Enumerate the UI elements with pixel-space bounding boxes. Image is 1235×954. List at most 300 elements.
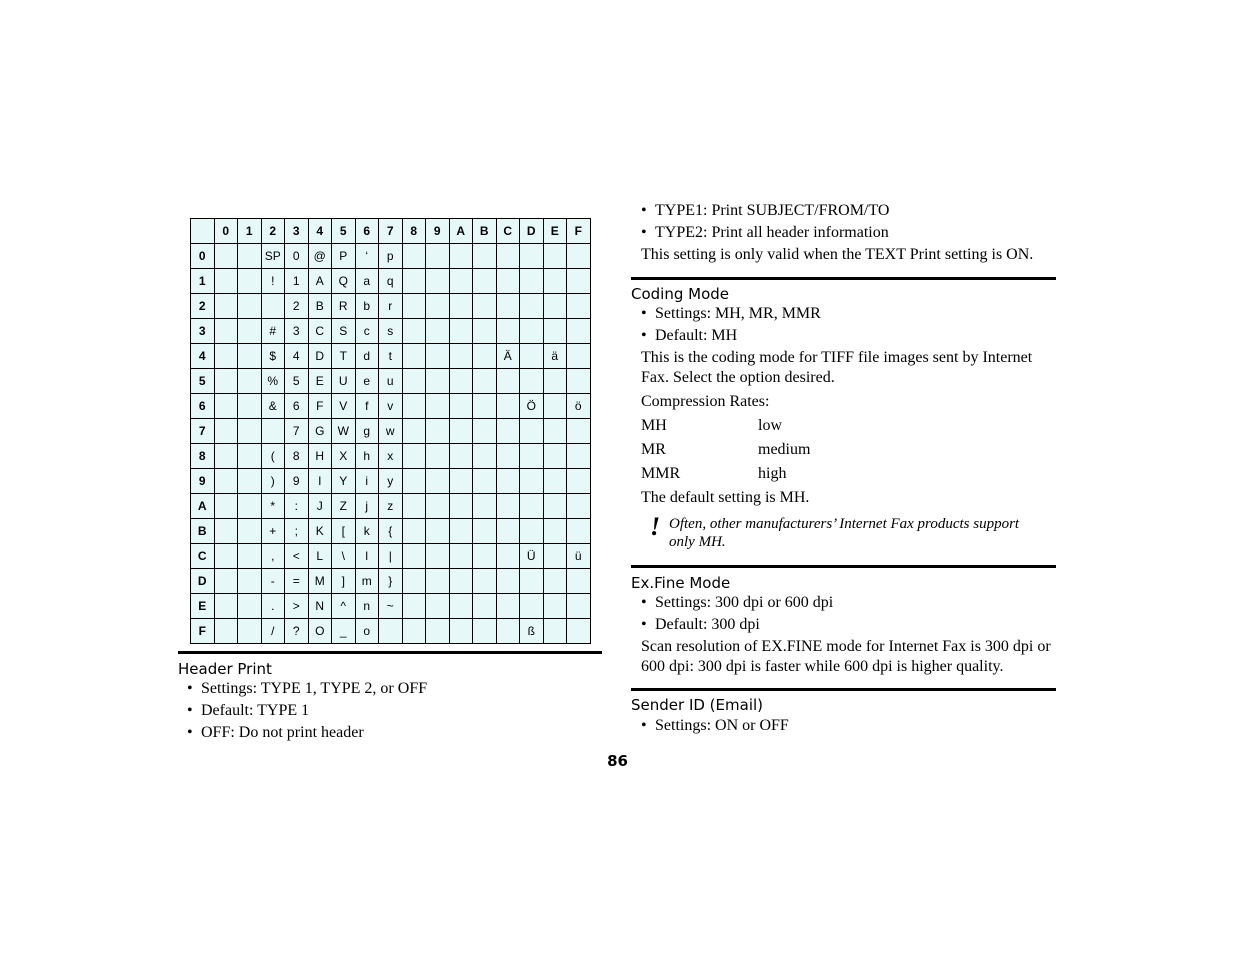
column-header: 8: [402, 219, 426, 244]
rate-value: medium: [758, 441, 811, 458]
table-cell: [402, 444, 426, 469]
column-header: E: [543, 219, 567, 244]
page-number: 86: [607, 752, 628, 770]
table-cell: [520, 294, 544, 319]
table-cell: [496, 244, 520, 269]
table-row: [191, 344, 591, 369]
row-header: F: [191, 619, 215, 644]
table-cell: ^: [332, 594, 356, 619]
table-cell: [520, 269, 544, 294]
table-cell: [473, 369, 497, 394]
table-cell: [567, 269, 591, 294]
table-cell: 9: [285, 469, 309, 494]
table-cell: [426, 594, 450, 619]
row-header: 7: [191, 419, 215, 444]
table-cell: [473, 419, 497, 444]
table-cell: [379, 619, 403, 644]
table-cell: [261, 294, 285, 319]
table-cell: [238, 569, 262, 594]
table-cell: [473, 594, 497, 619]
table-cell: $: [261, 344, 285, 369]
table-cell: [426, 344, 450, 369]
list-item: • OFF: Do not print header: [187, 722, 427, 744]
table-cell: U: [332, 369, 356, 394]
table-cell: N: [308, 594, 332, 619]
row-header: 0: [191, 244, 215, 269]
table-cell: [214, 544, 238, 569]
table-cell: [238, 244, 262, 269]
table-cell: [214, 319, 238, 344]
table-cell: [214, 419, 238, 444]
table-cell: W: [332, 419, 356, 444]
table-row: [191, 419, 591, 444]
table-cell: [214, 569, 238, 594]
table-cell: c: [355, 319, 379, 344]
table-cell: 6: [285, 394, 309, 419]
table-cell: [214, 619, 238, 644]
table-cell: [426, 569, 450, 594]
table-cell: [567, 419, 591, 444]
table-cell: d: [355, 344, 379, 369]
table-cell: [214, 369, 238, 394]
table-cell: [402, 419, 426, 444]
table-cell: [496, 419, 520, 444]
table-cell: +: [261, 519, 285, 544]
table-cell: y: [379, 469, 403, 494]
table-cell: [496, 519, 520, 544]
table-cell: [402, 244, 426, 269]
table-cell: f: [355, 394, 379, 419]
table-cell: [238, 294, 262, 319]
table-cell: /: [261, 619, 285, 644]
table-cell: e: [355, 369, 379, 394]
table-cell: [426, 469, 450, 494]
table-cell: i: [355, 469, 379, 494]
table-cell: {: [379, 519, 403, 544]
table-cell: [473, 269, 497, 294]
table-cell: [496, 594, 520, 619]
table-cell: L: [308, 544, 332, 569]
table-cell: [567, 369, 591, 394]
table-cell: s: [379, 319, 403, 344]
coding-mode-description: This is the coding mode for TIFF file images sent by Internet Fax. Select the option desired.: [641, 349, 1033, 386]
table-cell: b: [355, 294, 379, 319]
table-cell: g: [355, 419, 379, 444]
table-cell: q: [379, 269, 403, 294]
character-code-table: [190, 218, 591, 644]
table-cell: [214, 594, 238, 619]
table-cell: p: [379, 244, 403, 269]
table-cell: [520, 244, 544, 269]
table-cell: Ü: [520, 544, 544, 569]
row-header: C: [191, 544, 215, 569]
table-cell: [238, 619, 262, 644]
table-cell: [473, 469, 497, 494]
table-cell: }: [379, 569, 403, 594]
table-cell: [238, 444, 262, 469]
rate-name: MH: [641, 417, 667, 434]
table-cell: [426, 319, 450, 344]
table-cell: E: [308, 369, 332, 394]
table-cell: %: [261, 369, 285, 394]
table-cell: ]: [332, 569, 356, 594]
table-cell: [238, 319, 262, 344]
table-cell: [426, 544, 450, 569]
table-row: [191, 369, 591, 394]
table-cell: a: [355, 269, 379, 294]
table-cell: [496, 494, 520, 519]
exfine-mode-description: Scan resolution of EX.FINE mode for Internet Fax is 300 dpi or 600 dpi: 300 dpi is faster while 600 dpi is higher quality.: [641, 638, 1051, 675]
table-cell: ~: [379, 594, 403, 619]
exfine-mode-title: Ex.Fine Mode: [631, 574, 731, 592]
table-cell: [449, 619, 473, 644]
table-cell: m: [355, 569, 379, 594]
table-cell: \: [332, 544, 356, 569]
table-cell: [567, 294, 591, 319]
table-cell: z: [379, 494, 403, 519]
warning-icon: !: [650, 512, 661, 541]
table-cell: u: [379, 369, 403, 394]
table-cell: 8: [285, 444, 309, 469]
table-row: [191, 444, 591, 469]
table-row: [191, 244, 591, 269]
column-header: 0: [214, 219, 238, 244]
table-cell: [402, 594, 426, 619]
table-cell: [473, 244, 497, 269]
coding-mode-default-text: The default setting is MH.: [641, 489, 810, 506]
table-cell: [496, 394, 520, 419]
table-cell: ;: [285, 519, 309, 544]
column-header: 9: [426, 219, 450, 244]
table-cell: B: [308, 294, 332, 319]
table-cell: J: [308, 494, 332, 519]
table-row: [191, 469, 591, 494]
header-print-type-bullets: [641, 200, 889, 244]
table-cell: SP: [261, 244, 285, 269]
table-cell: [543, 594, 567, 619]
table-cell: [402, 544, 426, 569]
table-cell: 1: [285, 269, 309, 294]
table-cell: !: [261, 269, 285, 294]
column-header: 6: [355, 219, 379, 244]
table-cell: [473, 394, 497, 419]
table-cell: [543, 394, 567, 419]
table-cell: v: [379, 394, 403, 419]
table-cell: [402, 294, 426, 319]
table-cell: [426, 519, 450, 544]
row-header: 9: [191, 469, 215, 494]
table-row: [191, 594, 591, 619]
table-row: [191, 294, 591, 319]
table-cell: [214, 469, 238, 494]
table-cell: x: [379, 444, 403, 469]
column-header: B: [473, 219, 497, 244]
table-cell: [402, 369, 426, 394]
header-print-title: Header Print: [178, 660, 272, 678]
table-cell: [426, 494, 450, 519]
list-item: • Settings: TYPE 1, TYPE 2, or OFF: [187, 678, 427, 700]
table-cell: [238, 494, 262, 519]
table-cell: [496, 544, 520, 569]
table-cell: l: [355, 544, 379, 569]
table-cell: [543, 444, 567, 469]
table-cell: [238, 419, 262, 444]
rate-value: high: [758, 465, 787, 482]
list-item: • TYPE1: Print SUBJECT/FROM/TO: [641, 200, 889, 222]
coding-mode-bullets: [641, 303, 821, 347]
table-cell: [426, 419, 450, 444]
table-cell: ö: [567, 394, 591, 419]
coding-mode-title: Coding Mode: [631, 285, 730, 303]
sender-id-title: Sender ID (Email): [631, 696, 764, 714]
table-cell: [496, 469, 520, 494]
table-cell: 4: [285, 344, 309, 369]
table-cell: [214, 394, 238, 419]
table-cell: [520, 319, 544, 344]
table-cell: [473, 294, 497, 319]
table-cell: [543, 244, 567, 269]
table-cell: [426, 394, 450, 419]
table-cell: [426, 369, 450, 394]
table-cell: D: [308, 344, 332, 369]
table-cell: |: [379, 544, 403, 569]
table-cell: X: [332, 444, 356, 469]
table-cell: [567, 319, 591, 344]
table-cell: [543, 469, 567, 494]
table-cell: [238, 369, 262, 394]
table-cell: Y: [332, 469, 356, 494]
table-cell: T: [332, 344, 356, 369]
table-cell: [426, 294, 450, 319]
table-cell: *: [261, 494, 285, 519]
table-cell: &: [261, 394, 285, 419]
table-cell: [402, 494, 426, 519]
table-cell: V: [332, 394, 356, 419]
header-print-bullets: [187, 678, 427, 744]
table-cell: [402, 569, 426, 594]
section-divider: [631, 565, 1056, 568]
table-cell: [520, 344, 544, 369]
table-row: [191, 519, 591, 544]
table-cell: [496, 269, 520, 294]
table-header-row: [191, 219, 591, 244]
table-cell: [473, 319, 497, 344]
table-cell: [543, 294, 567, 319]
table-cell: #: [261, 319, 285, 344]
table-cell: F: [308, 394, 332, 419]
table-cell: 3: [285, 319, 309, 344]
table-cell: [238, 594, 262, 619]
table-cell: H: [308, 444, 332, 469]
table-cell: [567, 594, 591, 619]
table-cell: R: [332, 294, 356, 319]
table-cell: [449, 269, 473, 294]
table-cell: [543, 319, 567, 344]
table-cell: G: [308, 419, 332, 444]
column-header: C: [496, 219, 520, 244]
table-cell: O: [308, 619, 332, 644]
table-cell: [473, 569, 497, 594]
table-cell: [214, 244, 238, 269]
table-cell: I: [308, 469, 332, 494]
rate-name: MR: [641, 441, 666, 458]
table-cell: [238, 469, 262, 494]
table-cell: [238, 269, 262, 294]
table-cell: [567, 619, 591, 644]
table-cell: [449, 419, 473, 444]
list-item: • Settings: MH, MR, MMR: [641, 303, 821, 325]
table-cell: (: [261, 444, 285, 469]
table-cell: [520, 494, 544, 519]
table-cell: n: [355, 594, 379, 619]
table-cell: [520, 444, 544, 469]
table-cell: [449, 544, 473, 569]
row-header: D: [191, 569, 215, 594]
table-cell: [449, 294, 473, 319]
table-cell: [567, 244, 591, 269]
table-cell: Ö: [520, 394, 544, 419]
table-cell: [449, 569, 473, 594]
table-cell: C: [308, 319, 332, 344]
table-cell: [543, 494, 567, 519]
table-cell: 0: [285, 244, 309, 269]
column-header: 7: [379, 219, 403, 244]
table-cell: [402, 319, 426, 344]
row-header: A: [191, 494, 215, 519]
table-cell: [402, 394, 426, 419]
table-cell: t: [379, 344, 403, 369]
list-item: • Default: 300 dpi: [641, 614, 833, 636]
table-cell: >: [285, 594, 309, 619]
table-cell: [426, 444, 450, 469]
table-cell: [238, 394, 262, 419]
table-cell: S: [332, 319, 356, 344]
row-header: 4: [191, 344, 215, 369]
table-cell: [238, 544, 262, 569]
column-header: A: [449, 219, 473, 244]
table-cell: M: [308, 569, 332, 594]
table-cell: [567, 519, 591, 544]
table-cell: A: [308, 269, 332, 294]
table-cell: [473, 619, 497, 644]
table-cell: [543, 619, 567, 644]
table-row: [191, 269, 591, 294]
column-header: 3: [285, 219, 309, 244]
table-cell: [567, 469, 591, 494]
table-cell: 2: [285, 294, 309, 319]
table-row: [191, 569, 591, 594]
table-cell: [402, 519, 426, 544]
table-cell: ‘: [355, 244, 379, 269]
row-header: 8: [191, 444, 215, 469]
table-cell: P: [332, 244, 356, 269]
table-cell: [520, 594, 544, 619]
table-row: [191, 319, 591, 344]
table-cell: [426, 619, 450, 644]
list-item: • Default: MH: [641, 325, 821, 347]
table-cell: [449, 494, 473, 519]
table-cell: [449, 444, 473, 469]
table-cell: [214, 294, 238, 319]
table-cell: K: [308, 519, 332, 544]
section-divider: [178, 651, 602, 654]
table-cell: [402, 344, 426, 369]
compression-rates-label: Compression Rates:: [641, 393, 770, 410]
table-cell: [567, 494, 591, 519]
column-header: 1: [238, 219, 262, 244]
table-cell: [426, 244, 450, 269]
table-body: [191, 244, 591, 644]
table-cell: [449, 469, 473, 494]
column-header: 5: [332, 219, 356, 244]
table-cell: [496, 569, 520, 594]
table-cell: r: [379, 294, 403, 319]
column-header: F: [567, 219, 591, 244]
list-item: • Default: TYPE 1: [187, 700, 427, 722]
row-header: 1: [191, 269, 215, 294]
table-cell: [449, 519, 473, 544]
section-divider: [631, 277, 1056, 280]
table-cell: [449, 369, 473, 394]
table-cell: ): [261, 469, 285, 494]
table-cell: [214, 269, 238, 294]
table-cell: [473, 444, 497, 469]
table-cell: [426, 269, 450, 294]
list-item: • Settings: 300 dpi or 600 dpi: [641, 592, 833, 614]
table-cell: [402, 469, 426, 494]
table-cell: [567, 444, 591, 469]
table-cell: j: [355, 494, 379, 519]
table-cell: 7: [285, 419, 309, 444]
table-cell: [543, 544, 567, 569]
table-cell: [473, 544, 497, 569]
table-cell: [473, 344, 497, 369]
sender-id-bullets: [641, 715, 789, 737]
row-header: 5: [191, 369, 215, 394]
table-cell: [214, 444, 238, 469]
table-cell: [449, 319, 473, 344]
rate-value: low: [758, 417, 782, 434]
table-cell: [402, 269, 426, 294]
table-cell: ä: [543, 344, 567, 369]
table-cell: [520, 519, 544, 544]
table-cell: [543, 269, 567, 294]
table-cell: o: [355, 619, 379, 644]
table-cell: [449, 594, 473, 619]
row-header: 6: [191, 394, 215, 419]
table-cell: ü: [567, 544, 591, 569]
table-cell: [: [332, 519, 356, 544]
table-cell: [496, 369, 520, 394]
table-cell: [543, 419, 567, 444]
table-cell: [520, 419, 544, 444]
table-cell: [449, 394, 473, 419]
table-cell: [214, 494, 238, 519]
table-cell: [214, 344, 238, 369]
table-cell: 5: [285, 369, 309, 394]
table-cell: [473, 519, 497, 544]
table-cell: -: [261, 569, 285, 594]
table-cell: [567, 569, 591, 594]
table-cell: _: [332, 619, 356, 644]
table-cell: [543, 519, 567, 544]
table-row: [191, 619, 591, 644]
column-header: D: [520, 219, 544, 244]
table-cell: [520, 369, 544, 394]
table-cell: Z: [332, 494, 356, 519]
table-cell: [520, 469, 544, 494]
table-cell: [543, 369, 567, 394]
